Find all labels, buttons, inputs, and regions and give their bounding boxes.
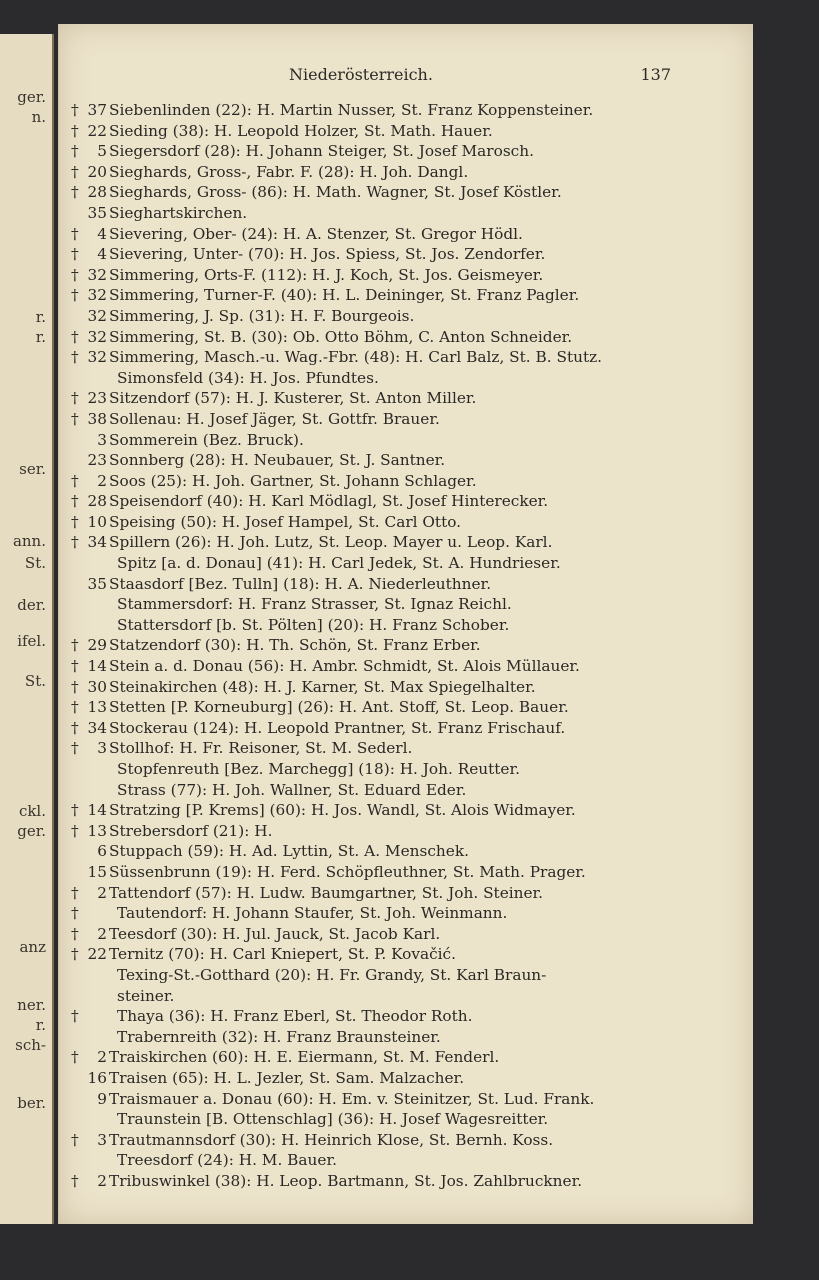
dagger-mark: † bbox=[71, 677, 79, 696]
list-item bbox=[59, 100, 753, 121]
list-item bbox=[59, 471, 753, 492]
entry-text: Stopfenreuth [Bez. Marchegg] (18): H. Joh. Reutter. bbox=[117, 760, 520, 778]
entry-text: Trautmannsdorf (30): H. Heinrich Klose, St. Bernh. Koss. bbox=[109, 1130, 554, 1149]
entry-text: steiner. bbox=[117, 986, 175, 1005]
list-item bbox=[59, 368, 753, 389]
entry-text: Trabernreith (32): H. Franz Braunsteiner. bbox=[117, 1027, 441, 1046]
entry-number: 23 bbox=[87, 389, 107, 408]
entry-text: Sitzendorf (57): H. J. Kusterer, St. Anton Miller. bbox=[109, 389, 477, 408]
entry-text: Tattendorf (57): H. Ludw. Baumgartner, St. Joh. Steiner. bbox=[109, 883, 544, 902]
entry-text: Sievering, Ober- (24): H. A. Stenzer, St. Gregor Hödl. bbox=[109, 224, 523, 243]
list-item bbox=[59, 656, 753, 677]
entry-number: 23 bbox=[87, 451, 107, 470]
entry-text: Stein a. d. Donau (56): H. Ambr. Schmidt, St. Alois Müllauer. bbox=[109, 657, 580, 676]
entry-number: 30 bbox=[87, 677, 107, 696]
list-item bbox=[59, 635, 753, 656]
list-item bbox=[59, 327, 753, 348]
entry-number: 22 bbox=[87, 945, 107, 964]
dagger-mark: † bbox=[71, 904, 79, 923]
previous-page-fragment: sch- bbox=[15, 1036, 46, 1054]
running-head: Niederösterreich. bbox=[289, 65, 433, 84]
previous-page-edge bbox=[0, 34, 54, 1224]
dagger-mark: † bbox=[71, 183, 79, 202]
list-item bbox=[59, 121, 753, 142]
entry-text: Tribuswinkel (38): H. Leop. Bartmann, St. Jos. Zahlbruckner. bbox=[109, 1171, 583, 1190]
book-page bbox=[58, 24, 753, 1224]
entry-text: Strass (77): H. Joh. Wallner, St. Eduard Eder. bbox=[117, 780, 467, 799]
entry-number: 16 bbox=[87, 1068, 107, 1087]
previous-page-fragment: ber. bbox=[17, 1094, 46, 1112]
dagger-mark: † bbox=[71, 121, 79, 140]
dagger-mark: † bbox=[71, 471, 79, 490]
entry-text: Strebersdorf (21): H. bbox=[109, 821, 273, 840]
dagger-mark: † bbox=[71, 245, 79, 264]
entry-text: Staasdorf [Bez. Tulln] (18): H. A. Niederleuthner. bbox=[109, 574, 492, 593]
entry-number: 32 bbox=[87, 348, 107, 367]
previous-page-fragment: ger. bbox=[17, 88, 46, 106]
list-item bbox=[59, 347, 753, 368]
entry-text: Stratzing [P. Krems] (60): H. Jos. Wandl, St. Alois Widmayer. bbox=[109, 801, 576, 820]
entry-text: Tautendorf: H. Johann Staufer, St. Joh. Weinmann. bbox=[117, 904, 508, 923]
entry-number: 32 bbox=[87, 265, 107, 284]
entry-text: Simonsfeld (34): H. Jos. Pfundtes. bbox=[117, 368, 379, 387]
list-item bbox=[59, 862, 753, 883]
list-item bbox=[59, 1006, 753, 1027]
entry-text: Spitz [a. d. Donau] (41): H. Carl Jedek, St. A. Hundrieser. bbox=[117, 554, 561, 573]
dagger-mark: † bbox=[71, 945, 79, 964]
previous-page-fragment: ifel. bbox=[17, 632, 46, 650]
entry-text: Ternitz (70): H. Carl Kniepert, St. P. Kovačić. bbox=[109, 945, 456, 964]
list-item bbox=[59, 244, 753, 265]
dagger-mark: † bbox=[71, 327, 79, 346]
entry-text: Sievering, Unter- (70): H. Jos. Spiess, St. Jos. Zendorfer. bbox=[109, 245, 546, 264]
previous-page-fragment: ner. bbox=[17, 996, 46, 1014]
list-item bbox=[59, 841, 753, 862]
entry-text: Sollenau: H. Josef Jäger, St. Gottfr. Brauer. bbox=[109, 409, 440, 428]
entry-text: Sieghards, Gross-, Fabr. F. (28): H. Joh. Dangl. bbox=[109, 162, 469, 181]
list-item bbox=[59, 409, 753, 430]
dagger-mark: † bbox=[71, 409, 79, 428]
dagger-mark: † bbox=[71, 883, 79, 902]
entry-text: Simmering, Masch.-u. Wag.-Fbr. (48): H. Carl Balz, St. B. Stutz. bbox=[109, 348, 603, 367]
entry-number: 32 bbox=[87, 286, 107, 305]
list-item bbox=[59, 965, 753, 986]
list-item bbox=[59, 306, 753, 327]
dagger-mark: † bbox=[71, 698, 79, 717]
dagger-mark: † bbox=[71, 1130, 79, 1149]
entry-number: 2 bbox=[97, 883, 107, 902]
list-item bbox=[59, 224, 753, 245]
previous-page-fragment: anz bbox=[19, 938, 46, 956]
previous-page-fragment: ann. bbox=[12, 532, 46, 550]
page-header bbox=[59, 65, 753, 87]
list-item bbox=[59, 1150, 753, 1171]
entry-text: Traisen (65): H. L. Jezler, St. Sam. Malzacher. bbox=[109, 1068, 465, 1087]
dagger-mark: † bbox=[71, 101, 79, 119]
entry-text: Stattersdorf [b. St. Pölten] (20): H. Franz Schober. bbox=[117, 615, 510, 634]
entry-number: 2 bbox=[97, 1048, 107, 1067]
entry-text: Sieghards, Gross- (86): H. Math. Wagner, St. Josef Köstler. bbox=[109, 183, 562, 202]
list-item bbox=[59, 162, 753, 183]
previous-page-fragment: r. bbox=[35, 308, 46, 326]
entry-number: 20 bbox=[87, 162, 107, 181]
entry-text: Traunstein [B. Ottenschlag] (36): H. Josef Wagesreitter. bbox=[117, 1110, 549, 1129]
dagger-mark: † bbox=[71, 821, 79, 840]
dagger-mark: † bbox=[71, 348, 79, 367]
entry-text: Speising (50): H. Josef Hampel, St. Carl Otto. bbox=[109, 512, 462, 531]
entry-text: Simmering, St. B. (30): Ob. Otto Böhm, C. Anton Schneider. bbox=[109, 327, 573, 346]
list-item bbox=[59, 1109, 753, 1130]
dagger-mark: † bbox=[71, 1048, 79, 1067]
previous-page-fragment: ger. bbox=[17, 822, 46, 840]
list-item bbox=[59, 800, 753, 821]
dagger-mark: † bbox=[71, 924, 79, 943]
entry-text: Treesdorf (24): H. M. Bauer. bbox=[117, 1151, 337, 1170]
entry-text: Stollhof: H. Fr. Reisoner, St. M. Sederl. bbox=[109, 739, 413, 758]
list-item bbox=[59, 450, 753, 471]
entry-number: 37 bbox=[87, 101, 107, 119]
entry-text: Sieghartskirchen. bbox=[109, 203, 248, 222]
entry-number: 4 bbox=[97, 224, 107, 243]
list-item bbox=[59, 697, 753, 718]
entry-number: 35 bbox=[87, 203, 107, 222]
previous-page-fragment: r. bbox=[35, 1016, 46, 1034]
list-item bbox=[59, 986, 753, 1007]
entry-text: Siebenlinden (22): H. Martin Nusser, St. Franz Koppensteiner. bbox=[109, 101, 594, 119]
list-item bbox=[59, 1047, 753, 1068]
entry-number: 35 bbox=[87, 574, 107, 593]
entry-number: 5 bbox=[97, 142, 107, 161]
entry-text: Steinakirchen (48): H. J. Karner, St. Max Spiegelhalter. bbox=[109, 677, 536, 696]
entry-text: Stammersdorf: H. Franz Strasser, St. Ignaz Reichl. bbox=[117, 595, 512, 614]
list-item bbox=[59, 944, 753, 965]
dagger-mark: † bbox=[71, 389, 79, 408]
directory-list bbox=[59, 100, 753, 1191]
list-item bbox=[59, 1130, 753, 1151]
list-item bbox=[59, 883, 753, 904]
dagger-mark: † bbox=[71, 512, 79, 531]
entry-text: Simmering, Turner-F. (40): H. L. Deininger, St. Franz Pagler. bbox=[109, 286, 580, 305]
list-item bbox=[59, 532, 753, 553]
dagger-mark: † bbox=[71, 286, 79, 305]
dagger-mark: † bbox=[71, 1171, 79, 1190]
list-item bbox=[59, 182, 753, 203]
list-item bbox=[59, 1068, 753, 1089]
list-item bbox=[59, 759, 753, 780]
dagger-mark: † bbox=[71, 1007, 79, 1026]
dagger-mark: † bbox=[71, 533, 79, 552]
list-item bbox=[59, 141, 753, 162]
list-item bbox=[59, 924, 753, 945]
entry-text: Sieding (38): H. Leopold Holzer, St. Math. Hauer. bbox=[109, 121, 493, 140]
entry-number: 3 bbox=[97, 739, 107, 758]
entry-number: 32 bbox=[87, 327, 107, 346]
dagger-mark: † bbox=[71, 142, 79, 161]
list-item bbox=[59, 1171, 753, 1192]
entry-number: 13 bbox=[87, 698, 107, 717]
entry-text: Stetten [P. Korneuburg] (26): H. Ant. Stoff, St. Leop. Bauer. bbox=[109, 698, 569, 717]
entry-number: 14 bbox=[87, 801, 107, 820]
entry-text: Traiskirchen (60): H. E. Eiermann, St. M. Fenderl. bbox=[109, 1048, 500, 1067]
entry-text: Traismauer a. Donau (60): H. Em. v. Steinitzer, St. Lud. Frank. bbox=[109, 1089, 595, 1108]
list-item bbox=[59, 738, 753, 759]
entry-number: 34 bbox=[87, 718, 107, 737]
entry-text: Sommerein (Bez. Bruck). bbox=[109, 430, 304, 449]
entry-number: 28 bbox=[87, 492, 107, 511]
dagger-mark: † bbox=[71, 636, 79, 655]
list-item bbox=[59, 821, 753, 842]
list-item bbox=[59, 491, 753, 512]
list-item bbox=[59, 388, 753, 409]
previous-page-fragment: r. bbox=[35, 328, 46, 346]
page-number: 137 bbox=[640, 65, 671, 84]
previous-page-fragment: der. bbox=[17, 596, 46, 614]
entry-text: Sonnberg (28): H. Neubauer, St. J. Santner. bbox=[109, 451, 446, 470]
entry-text: Texing-St.-Gotthard (20): H. Fr. Grandy, St. Karl Braun- bbox=[117, 965, 547, 984]
entry-number: 32 bbox=[87, 306, 107, 325]
dagger-mark: † bbox=[71, 718, 79, 737]
previous-page-fragment: ser. bbox=[19, 460, 46, 478]
entry-text: Statzendorf (30): H. Th. Schön, St. Franz Erber. bbox=[109, 636, 481, 655]
entry-text: Simmering, J. Sp. (31): H. F. Bourgeois. bbox=[109, 306, 415, 325]
previous-page-fragment: St. bbox=[24, 554, 46, 572]
dagger-mark: † bbox=[71, 162, 79, 181]
previous-page-fragment: n. bbox=[31, 108, 46, 126]
dagger-mark: † bbox=[71, 801, 79, 820]
previous-page-fragment: St. bbox=[24, 672, 46, 690]
entry-number: 2 bbox=[97, 1171, 107, 1190]
list-item bbox=[59, 615, 753, 636]
list-item bbox=[59, 203, 753, 224]
list-item bbox=[59, 1089, 753, 1110]
dagger-mark: † bbox=[71, 492, 79, 511]
entry-number: 14 bbox=[87, 657, 107, 676]
list-item bbox=[59, 430, 753, 451]
entry-number: 6 bbox=[97, 842, 107, 861]
entry-number: 4 bbox=[97, 245, 107, 264]
entry-text: Stuppach (59): H. Ad. Lyttin, St. A. Menschek. bbox=[109, 842, 469, 861]
list-item bbox=[59, 780, 753, 801]
entry-number: 2 bbox=[97, 471, 107, 490]
entry-text: Spillern (26): H. Joh. Lutz, St. Leop. Mayer u. Leop. Karl. bbox=[109, 533, 553, 552]
entry-number: 22 bbox=[87, 121, 107, 140]
entry-number: 15 bbox=[87, 862, 107, 881]
dagger-mark: † bbox=[71, 739, 79, 758]
entry-number: 2 bbox=[97, 924, 107, 943]
entry-number: 9 bbox=[97, 1089, 107, 1108]
list-item bbox=[59, 512, 753, 533]
entry-number: 28 bbox=[87, 183, 107, 202]
list-item bbox=[59, 574, 753, 595]
entry-number: 29 bbox=[87, 636, 107, 655]
dagger-mark: † bbox=[71, 265, 79, 284]
dagger-mark: † bbox=[71, 224, 79, 243]
entry-number: 38 bbox=[87, 409, 107, 428]
entry-text: Soos (25): H. Joh. Gartner, St. Johann Schlager. bbox=[109, 471, 477, 490]
entry-number: 3 bbox=[97, 1130, 107, 1149]
list-item bbox=[59, 285, 753, 306]
entry-text: Teesdorf (30): H. Jul. Jauck, St. Jacob Karl. bbox=[109, 924, 441, 943]
previous-page-fragment: ckl. bbox=[18, 802, 46, 820]
list-item bbox=[59, 265, 753, 286]
entry-number: 13 bbox=[87, 821, 107, 840]
entry-text: Siegersdorf (28): H. Johann Steiger, St. Josef Marosch. bbox=[109, 142, 534, 161]
list-item bbox=[59, 594, 753, 615]
entry-text: Speisendorf (40): H. Karl Mödlagl, St. Josef Hinterecker. bbox=[109, 492, 549, 511]
entry-number: 34 bbox=[87, 533, 107, 552]
dagger-mark: † bbox=[71, 657, 79, 676]
entry-text: Simmering, Orts-F. (112): H. J. Koch, St. Jos. Geismeyer. bbox=[109, 265, 544, 284]
list-item bbox=[59, 553, 753, 574]
list-item bbox=[59, 718, 753, 739]
entry-text: Stockerau (124): H. Leopold Prantner, St. Franz Frischauf. bbox=[109, 718, 566, 737]
list-item bbox=[59, 677, 753, 698]
entry-number: 3 bbox=[97, 430, 107, 449]
entry-text: Thaya (36): H. Franz Eberl, St. Theodor Roth. bbox=[117, 1007, 473, 1026]
list-item bbox=[59, 903, 753, 924]
entry-text: Süssenbrunn (19): H. Ferd. Schöpfleuthner, St. Math. Prager. bbox=[109, 862, 586, 881]
entry-number: 10 bbox=[87, 512, 107, 531]
list-item bbox=[59, 1027, 753, 1048]
